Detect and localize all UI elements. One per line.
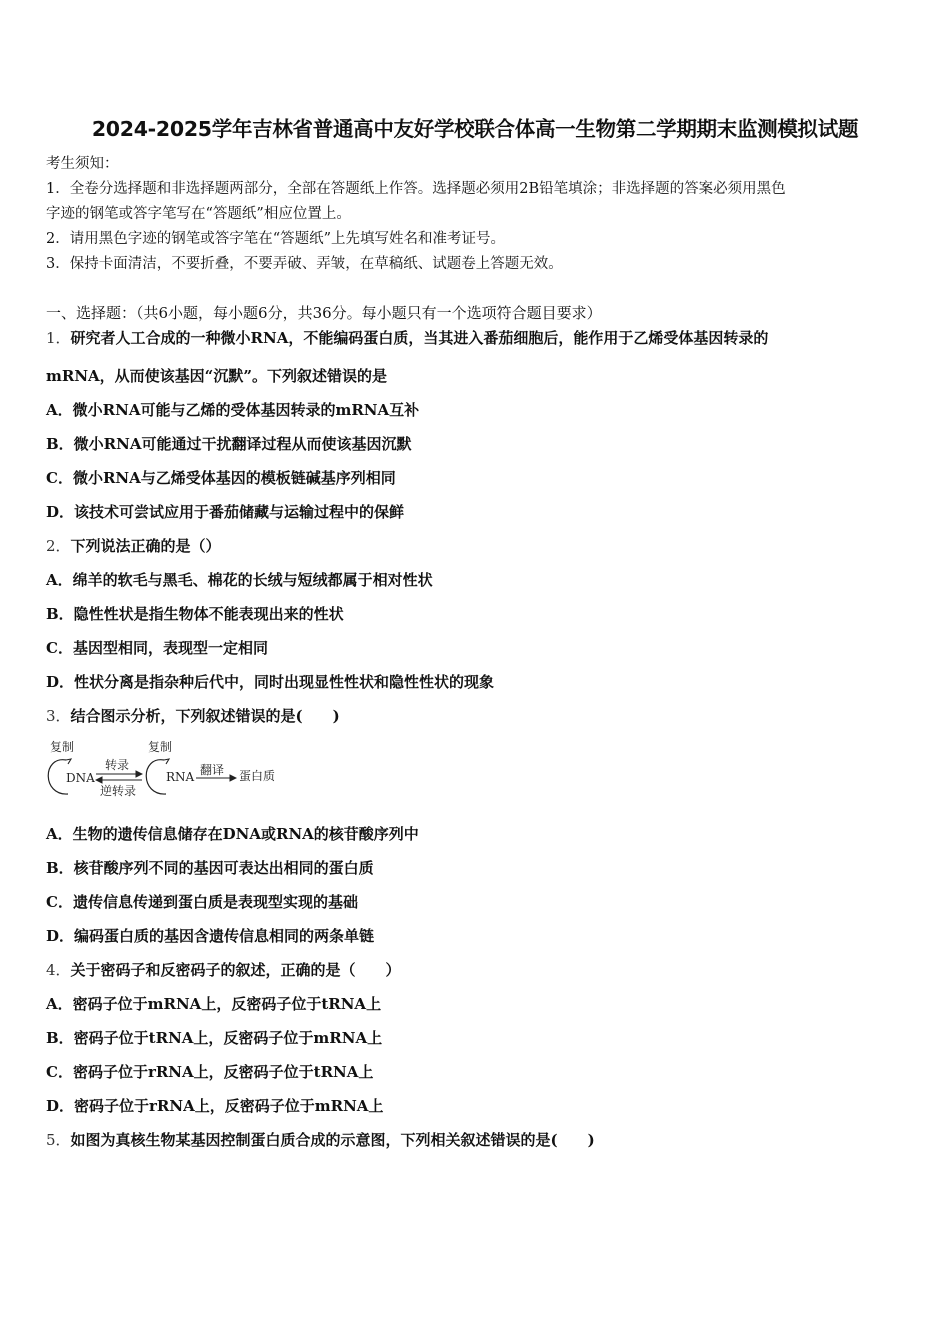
question-number: 1． [46, 329, 71, 347]
notice-line: 2．请用黑色字迹的钢笔或答字笔在“答题纸”上先填写姓名和准考证号。 [46, 231, 506, 247]
question-1-option-d: D．该技术可尝试应用于番茄储藏与运输过程中的保鲜 [46, 503, 405, 521]
central-dogma-diagram [40, 734, 300, 804]
page-title: 2024-2025学年吉林省普通高中友好学校联合体高一生物第二学期期末监测模拟试题 [91, 117, 859, 141]
transcription-label: 转录 [105, 758, 130, 772]
question-4-stem [46, 959, 401, 980]
question-2-option-d: D．性状分离是指杂种后代中，同时出现显性性状和隐性性状的现象 [46, 673, 495, 691]
question-number: 4． [46, 961, 71, 979]
question-2-option-b: B．隐性性状是指生物体不能表现出来的性状 [46, 605, 344, 623]
rna-replication-loop [146, 760, 166, 794]
question-1-option-a: A．微小RNA可能与乙烯的受体基因转录的mRNA互补 [46, 401, 420, 419]
notice-heading: 考生须知： [46, 156, 119, 172]
question-text: 下列说法正确的是（） [70, 537, 221, 555]
question-4-option-b: B．密码子位于tRNA上，反密码子位于mRNA上 [46, 1029, 383, 1047]
rna-label: RNA [166, 770, 195, 784]
question-2-option-a: A．绵羊的软毛与黑毛、棉花的长绒与短绒都属于相对性状 [46, 571, 433, 589]
question-4-option-a: A．密码子位于mRNA上，反密码子位于tRNA上 [46, 995, 382, 1013]
question-number: 3． [46, 707, 71, 725]
question-1-option-c: C．微小RNA与乙烯受体基因的模板链碱基序列相同 [46, 469, 396, 487]
dna-label: DNA [66, 771, 95, 785]
question-2-stem [46, 535, 221, 556]
question-text: 如图为真核生物某基因控制蛋白质合成的示意图，下列相关叙述错误的是( ) [70, 1131, 595, 1149]
protein-label: 蛋白质 [239, 769, 276, 783]
question-text: 研究者人工合成的一种微小RNA，不能编码蛋白质，当其进入番茄细胞后，能作用于乙烯受体基因转录的 [70, 329, 769, 347]
replicate-dna-label: 复制 [50, 740, 75, 754]
question-number: 2． [46, 537, 71, 555]
question-5-stem [46, 1129, 595, 1150]
dna-replication-arrowhead [66, 759, 71, 764]
replicate-rna-label: 复制 [148, 740, 173, 754]
question-4-option-d: D．密码子位于rRNA上，反密码子位于mRNA上 [46, 1097, 384, 1115]
question-2-option-c: C．基因型相同，表现型一定相同 [46, 639, 268, 657]
question-4-option-c: C．密码子位于rRNA上，反密码子位于tRNA上 [46, 1063, 374, 1081]
question-text: 关于密码子和反密码子的叙述，正确的是（ ） [70, 961, 401, 979]
section-heading: 一、选择题：（共6小题，每小题6分，共36分。每小题只有一个选项符合题目要求） [46, 304, 602, 322]
question-number: 5． [46, 1131, 71, 1149]
question-1-stem [46, 327, 768, 348]
question-3-stem [46, 705, 340, 726]
question-3-option-d: D．编码蛋白质的基因含遗传信息相同的两条单链 [46, 927, 375, 945]
translation-label: 翻译 [200, 763, 225, 777]
question-3-option-b: B．核苷酸序列不同的基因可表达出相同的蛋白质 [46, 859, 374, 877]
question-1-stem-cont: mRNA，从而使该基因“沉默”。下列叙述错误的是 [46, 367, 387, 385]
rna-replication-arrowhead [164, 759, 169, 764]
question-3-option-c: C．遗传信息传递到蛋白质是表现型实现的基础 [46, 893, 358, 911]
notice-line: 3．保持卡面清洁，不要折叠，不要弄破、弄皱，在草稿纸、试题卷上答题无效。 [46, 256, 563, 272]
notice-line: 字迹的钢笔或答字笔写在“答题纸”相应位置上。 [46, 206, 351, 222]
question-text: 结合图示分析，下列叙述错误的是( ) [70, 707, 340, 725]
notice-line: 1．全卷分选择题和非选择题两部分，全部在答题纸上作答。选择题必须用2B铅笔填涂；非选择题的答案必须用黑色 [46, 181, 786, 197]
question-1-option-b: B．微小RNA可能通过干扰翻译过程从而使该基因沉默 [46, 435, 412, 453]
question-3-option-a: A．生物的遗传信息储存在DNA或RNA的核苷酸序列中 [46, 825, 419, 843]
reverse-transcription-label: 逆转录 [100, 784, 137, 798]
